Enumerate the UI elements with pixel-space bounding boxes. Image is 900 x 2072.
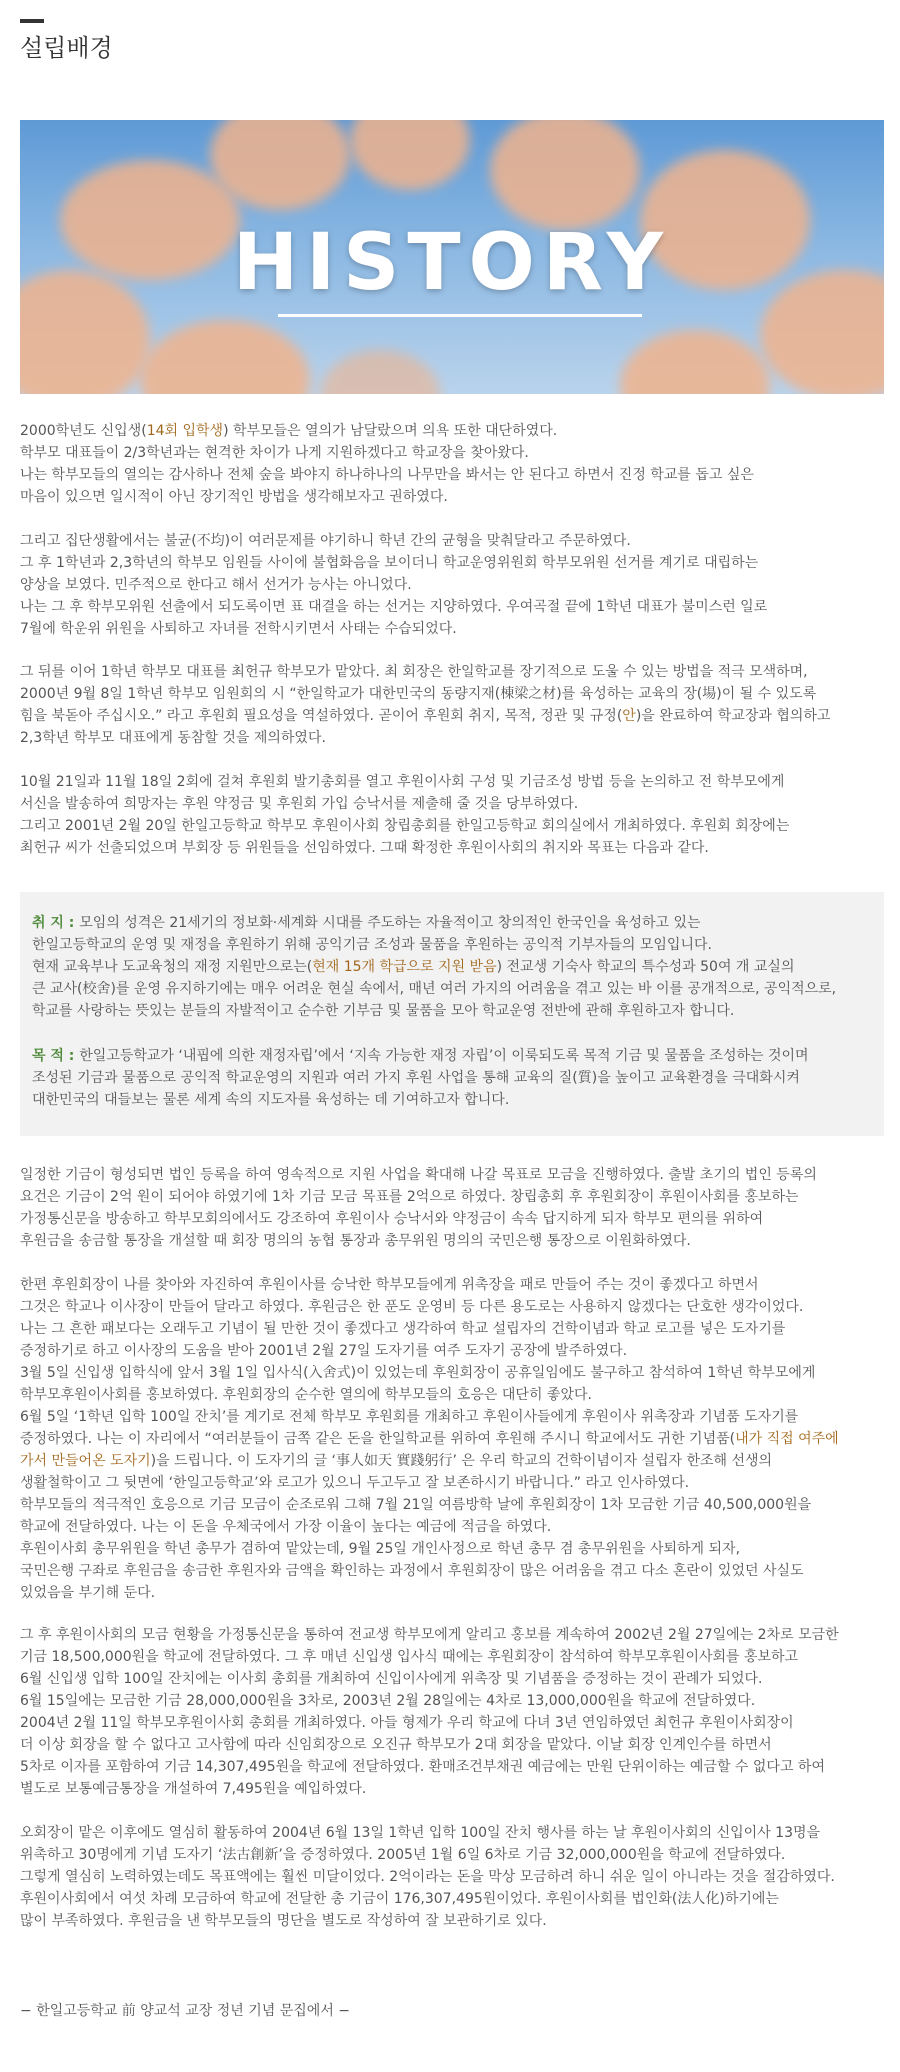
text-line bbox=[20, 464, 884, 486]
text-segment: 후원금을 송금할 통장을 개설할 때 회장 명의의 농협 통장과 총무위원 명의의 국민은행 통장으로 이원화하였다. bbox=[20, 1233, 691, 1249]
text-segment: 2000학년도 신입생( bbox=[20, 423, 147, 439]
text-line bbox=[20, 705, 884, 727]
text-segment: 나는 그 흔한 패보다는 오래두고 기념이 될 만한 것이 좋겠다고 생각하여 학교 설립자의 건학이념과 학교 로고를 넣은 도자기를 bbox=[20, 1321, 786, 1337]
text-segment: 그 뒤를 이어 1학년 학부모 대표를 최헌규 학부모가 맡았다. 최 회장은 한일학교를 장기적으로 도울 수 있는 방법을 적극 모색하며, bbox=[20, 664, 808, 680]
text-segment: 나는 학부모들의 열의는 감사하나 전체 숲을 봐야지 하나하나의 나무만을 봐서는 안 된다고 하면서 진정 학교를 돕고 싶은 bbox=[20, 467, 754, 483]
text-segment: 한일고등학교가 ‘내핍에 의한 재정자립’에서 ‘지속 가능한 재정 자립’이 이룩되도록 목적 기금 및 물품을 조성하는 것이며 bbox=[79, 1048, 809, 1064]
text-segment: 6월 신입생 입학 100일 잔치에는 이사회 총회를 개최하여 신입이사에게 위촉장 및 기념품을 증정하는 것이 관례가 되었다. bbox=[20, 1671, 763, 1687]
text-segment: 학부모들의 적극적인 호응으로 기금 모금이 순조로워 그해 7월 21일 여름방학 날에 후원회장이 1차 모금한 기금 40,500,000원을 bbox=[20, 1497, 812, 1513]
source-signature: − 한일고등학교 前 양교석 교장 정년 기념 문집에서 − bbox=[20, 2003, 351, 2019]
text-segment: 7월에 학운위 위원을 사퇴하고 자녀를 전학시키면서 사태는 수습되었다. bbox=[20, 621, 457, 637]
text-line bbox=[20, 486, 884, 508]
highlight-text: 안 bbox=[622, 708, 636, 724]
text-segment: 생활철학이고 그 뒷면에 ‘한일고등학교’와 로고가 있으니 두고두고 잘 보존하시기 바랍니다.” 라고 인사하였다. bbox=[20, 1475, 690, 1491]
text-line bbox=[20, 1516, 884, 1538]
text-segment: )을 완료하여 학교장과 협의하고 bbox=[635, 708, 831, 724]
text-segment: 위촉하고 30명에게 기념 도자기 ‘法古創新’을 증정하였다. 2005년 1월 6일 6차로 기금 32,000,000원을 학교에 전달하였다. bbox=[20, 1847, 786, 1863]
text-segment: 그것은 학교나 이사장이 만들어 달라고 하였다. 후원금은 한 푼도 운영비 등 다른 용도로는 사용하지 않겠다는 단호한 생각이었다. bbox=[20, 1299, 804, 1315]
text-line bbox=[20, 574, 884, 596]
highlight-text: 현재 15개 학급으로 지원 받음 bbox=[312, 959, 497, 975]
title-accent-bar bbox=[20, 19, 44, 23]
highlight-text: 내가 직접 여주에 bbox=[735, 1431, 839, 1447]
text-segment: 있었음을 부기해 둔다. bbox=[20, 1585, 156, 1601]
text-line bbox=[20, 1668, 884, 1690]
text-line bbox=[20, 1866, 884, 1888]
text-segment: 힘을 북돋아 주십시오.” 라고 후원회 필요성을 역설하였다. 곧이어 후원회 취지, 목적, 정관 및 규정( bbox=[20, 708, 623, 724]
text-segment: 6월 15일에는 모금한 기금 28,000,000원을 3차로, 2003년 2월 28일에는 4차로 13,000,000원을 학교에 전달하였다. bbox=[20, 1693, 756, 1709]
text-segment: 마음이 있으면 일시적이 아닌 장기적인 방법을 생각해보자고 권하였다. bbox=[20, 489, 448, 505]
text-segment: 증정하였다. 나는 이 자리에서 “여러분들이 금쪽 같은 돈을 한일학교를 위하여 후원해 주시니 학교에서도 귀한 기념품( bbox=[20, 1431, 736, 1447]
text-segment: 대한민국의 대들보는 물론 세계 속의 지도자를 육성하는 데 기여하고자 합니다. bbox=[32, 1092, 510, 1108]
text-line bbox=[20, 1164, 884, 1186]
text-line bbox=[20, 1538, 884, 1560]
text-segment: 그 후 1학년과 2,3학년의 학부모 임원들 사이에 불협화음을 보이더니 학교운영위원회 학부모위원 선거를 계기로 대립하는 bbox=[20, 555, 759, 571]
text-line bbox=[20, 1362, 884, 1384]
text-segment: 일정한 기금이 형성되면 법인 등록을 하여 영속적으로 지원 사업을 확대해 나갈 목표로 모금을 진행하였다. 출발 초기의 법인 등록의 bbox=[20, 1167, 817, 1183]
text-segment: 별도로 보통예금통장을 개설하여 7,495원을 예입하였다. bbox=[20, 1781, 367, 1797]
highlight-text: 가서 만들어온 도자기 bbox=[20, 1453, 151, 1469]
text-line bbox=[20, 1822, 884, 1844]
text-segment: 모임의 성격은 21세기의 정보화·세계화 시대를 주도하는 자율적이고 창의적인 한국인을 육성하고 있는 bbox=[79, 915, 701, 931]
text-line bbox=[20, 683, 884, 705]
hero-underline bbox=[278, 314, 642, 317]
text-line bbox=[20, 1274, 884, 1296]
text-segment: 가정통신문을 방송하고 학부모회의에서도 강조하여 후원이사 승낙서와 약정금이 속속 답지하게 되자 학부모 편의를 위하여 bbox=[20, 1211, 764, 1227]
text-segment: 증정하기로 하고 이사장의 도움을 받아 2001년 2월 27일 도자기를 여주 도자기 공장에 발주하였다. bbox=[20, 1343, 628, 1359]
text-segment: 그 후 후원이사회의 모금 현황을 가정통신문을 통하여 전교생 학부모에게 알리고 홍보를 계속하여 2002년 2월 27일에는 2차로 모금한 bbox=[20, 1627, 839, 1643]
history-paragraph-6 bbox=[20, 1274, 884, 1604]
text-line bbox=[20, 1734, 884, 1756]
text-segment: 많이 부족하였다. 후원금을 낸 학부모들의 명단을 별도로 작성하여 잘 보관하기로 있다. bbox=[20, 1913, 547, 1929]
text-segment: 2,3학년 학부모 대표에게 동참할 것을 제의하였다. bbox=[20, 730, 326, 746]
text-line bbox=[20, 1318, 884, 1340]
text-line bbox=[20, 1186, 884, 1208]
text-line bbox=[20, 1296, 884, 1318]
purpose-intent bbox=[32, 912, 872, 1022]
text-line bbox=[20, 442, 884, 464]
text-line bbox=[32, 912, 872, 934]
text-segment: 학부모 대표들이 2/3학년과는 현격한 차이가 나게 지원하겠다고 학교장을 찾아왔다. bbox=[20, 445, 529, 461]
text-segment: 조성된 기금과 물품으로 공익적 학교운영의 지원과 여러 가지 후원 사업을 통해 교육의 질(質)을 높이고 교육환경을 극대화시켜 bbox=[32, 1070, 800, 1086]
text-line bbox=[32, 1067, 872, 1089]
text-segment: 서신을 발송하여 희망자는 후원 약정금 및 후원회 가입 승낙서를 제출해 줄 것을 당부하였다. bbox=[20, 796, 579, 812]
text-segment: 후원이사회에서 여섯 차례 모금하여 학교에 전달한 총 기금이 176,307,495원이었다. 후원이사회를 법인화(法人化)하기에는 bbox=[20, 1891, 779, 1907]
text-line bbox=[32, 978, 872, 1000]
text-segment: 학교를 사랑하는 뜻있는 분들의 자발적이고 순수한 기부금 및 물품을 모아 학교운영 전반에 관해 후원하고자 합니다. bbox=[32, 1003, 735, 1019]
text-line bbox=[20, 596, 884, 618]
history-banner-image bbox=[20, 120, 884, 394]
history-paragraph-8 bbox=[20, 1822, 884, 1932]
text-segment: 그렇게 열심히 노력하였는데도 목표액에는 훨씬 미달이었다. 2억이라는 돈을 막상 모금하려 하니 쉬운 일이 아니라는 것을 절감하였다. bbox=[20, 1869, 835, 1885]
text-line bbox=[20, 815, 884, 837]
page-title: 설립배경 bbox=[20, 34, 113, 62]
text-segment: 기금 18,500,000원을 학교에 전달하였다. 그 후 매년 신입생 입사식 때에는 후원회장이 참석하여 학부모후원이사회를 홍보하고 bbox=[20, 1649, 799, 1665]
text-line bbox=[20, 1384, 884, 1406]
text-line bbox=[32, 1000, 872, 1022]
history-paragraph-4 bbox=[20, 771, 884, 859]
history-paragraph-1 bbox=[20, 420, 884, 508]
text-segment: 큰 교사(校舍)를 운영 유지하기에는 매우 어려운 현실 속에서, 매년 여러 가지의 어려움을 겪고 있는 바 이를 공개적으로, 공익적으로, bbox=[32, 981, 837, 997]
highlight-text: 14회 입학생 bbox=[146, 423, 224, 439]
text-segment: 한일고등학교의 운영 및 재정을 후원하기 위해 공익기금 조성과 물품을 후원하는 공익적 기부자들의 모임입니다. bbox=[32, 937, 712, 953]
text-segment: 10월 21일과 11월 18일 2회에 걸쳐 후원회 발기총회를 열고 후원이사회 구성 및 기금조성 방법 등을 논의하고 전 학부모에게 bbox=[20, 774, 785, 790]
text-line bbox=[20, 1888, 884, 1910]
text-segment: 그리고 2001년 2월 20일 한일고등학교 학부모 후원이사회 창립총회를 한일고등학교 회의실에서 개최하였다. 후원회 회장에는 bbox=[20, 818, 790, 834]
text-segment: 후원이사회 총무위원을 학년 총무가 겸하여 맡았는데, 9월 25일 개인사정으로 학년 총무 겸 총무위원을 사퇴하게 되자, bbox=[20, 1541, 741, 1557]
text-line bbox=[20, 1624, 884, 1646]
text-line bbox=[20, 420, 884, 442]
text-line bbox=[20, 837, 884, 859]
section-label: 취 지 : bbox=[32, 915, 80, 931]
hero-title: HISTORY bbox=[232, 218, 672, 308]
text-line bbox=[20, 1712, 884, 1734]
text-line bbox=[20, 1756, 884, 1778]
text-line bbox=[20, 1844, 884, 1866]
text-line bbox=[32, 934, 872, 956]
text-segment: 한편 후원회장이 나를 찾아와 자진하여 후원이사를 승낙한 학부모들에게 위촉장을 패로 만들어 주는 것이 좋겠다고 하면서 bbox=[20, 1277, 759, 1293]
text-line bbox=[20, 552, 884, 574]
text-segment: 국민은행 구좌로 후원금을 송금한 후원자와 금액을 확인하는 과정에서 후원회장이 많은 어려움을 겪고 다소 혼란이 있었던 사실도 bbox=[20, 1563, 804, 1579]
text-segment: ) 학부모들은 열의가 남달랐으며 의욕 또한 대단하였다. bbox=[223, 423, 558, 439]
text-segment: 나는 그 후 학부모위원 선출에서 되도록이면 표 대결을 하는 선거는 지양하였다. 우여곡절 끝에 1학년 대표가 불미스런 일로 bbox=[20, 599, 768, 615]
text-segment: )을 드립니다. 이 도자기의 글 ‘事人如天 實踐躬行’ 은 우리 학교의 건학이념이자 설립자 한조해 선생의 bbox=[150, 1453, 773, 1469]
text-line bbox=[32, 1089, 872, 1111]
text-line bbox=[20, 1494, 884, 1516]
text-segment: 학부모후원이사회를 홍보하였다. 후원회장의 순수한 열의에 학부모들의 호응은 대단히 좋았다. bbox=[20, 1387, 592, 1403]
text-line bbox=[20, 1560, 884, 1582]
text-line bbox=[20, 1690, 884, 1712]
purpose-box bbox=[20, 892, 884, 1136]
text-line bbox=[20, 661, 884, 683]
text-segment: 6월 5일 ‘1학년 입학 100일 잔치’를 계기로 전체 학부모 후원회를 개최하고 후원이사들에게 후원이사 위촉장과 기념품 도자기를 bbox=[20, 1409, 799, 1425]
text-segment: 그리고 집단생활에서는 불균(不均)이 여러문제를 야기하니 학년 간의 균형을 맞춰달라고 주문하였다. bbox=[20, 533, 631, 549]
text-line bbox=[20, 1472, 884, 1494]
text-segment: 3월 5일 신입생 입학식에 앞서 3월 1일 입사식(入舍式)이 있었는데 후원회장이 공휴일임에도 불구하고 참석하여 1학년 학부모에게 bbox=[20, 1365, 816, 1381]
text-line bbox=[20, 727, 884, 749]
purpose-goal bbox=[32, 1045, 872, 1111]
text-line bbox=[20, 1778, 884, 1800]
text-line bbox=[20, 771, 884, 793]
text-segment: 양상을 보였다. 민주적으로 한다고 해서 선거가 능사는 아니었다. bbox=[20, 577, 412, 593]
text-line bbox=[20, 1406, 884, 1428]
text-segment: 현재 교육부나 도교육청의 재정 지원만으로는( bbox=[32, 959, 313, 975]
text-segment: 오회장이 맡은 이후에도 열심히 활동하여 2004년 6월 13일 1학년 입학 100일 잔치 행사를 하는 날 후원이사회의 신입이사 13명을 bbox=[20, 1825, 821, 1841]
text-line bbox=[20, 1230, 884, 1252]
history-paragraph-2 bbox=[20, 530, 884, 640]
text-segment: 최헌규 씨가 선출되었으며 부회장 등 위원들을 선임하였다. 그때 확정한 후원이사회의 취지와 목표는 다음과 같다. bbox=[20, 840, 709, 856]
text-line bbox=[20, 1910, 884, 1932]
text-line bbox=[20, 1582, 884, 1604]
text-line bbox=[20, 1646, 884, 1668]
text-segment: 2000년 9월 8일 1학년 학부모 임원회의 시 “한일학교가 대한민국의 동량지재(棟梁之材)를 육성하는 교육의 장(場)이 될 수 있도록 bbox=[20, 686, 817, 702]
history-paragraph-7 bbox=[20, 1624, 884, 1800]
text-line bbox=[20, 1208, 884, 1230]
text-line bbox=[32, 1045, 872, 1067]
text-segment: 5차로 이자를 포함하여 기금 14,307,495원을 학교에 전달하였다. 환매조건부채권 예금에는 만원 단위이하는 예금할 수 없다고 하여 bbox=[20, 1759, 825, 1775]
text-line bbox=[32, 956, 872, 978]
history-paragraph-3 bbox=[20, 661, 884, 749]
text-line bbox=[20, 618, 884, 640]
text-segment: 요건은 기금이 2억 원이 되어야 하였기에 1차 기금 모금 목표를 2억으로 하였다. 창립총회 후 후원회장이 후원이사회를 홍보하는 bbox=[20, 1189, 799, 1205]
text-segment: ) 전교생 기숙사 학교의 특수성과 50여 개 교실의 bbox=[496, 959, 795, 975]
section-label: 목 적 : bbox=[32, 1048, 80, 1064]
text-segment: 학교에 전달하였다. 나는 이 돈을 우체국에서 가장 이율이 높다는 예금에 적금을 하였다. bbox=[20, 1519, 552, 1535]
text-line bbox=[20, 530, 884, 552]
text-segment: 2004년 2월 11일 학부모후원이사회 총회를 개최하였다. 아들 형제가 우리 학교에 다녀 3년 연임하였던 최헌규 후원이사회장이 bbox=[20, 1715, 794, 1731]
text-line bbox=[20, 1428, 884, 1450]
history-paragraph-5 bbox=[20, 1164, 884, 1252]
text-line bbox=[20, 1340, 884, 1362]
text-line bbox=[20, 1450, 884, 1472]
text-segment: 더 이상 회장을 할 수 없다고 고사함에 따라 신임회장으로 오진규 학부모가 2대 회장을 맡았다. 이날 회장 인계인수를 하면서 bbox=[20, 1737, 772, 1753]
text-line bbox=[20, 793, 884, 815]
